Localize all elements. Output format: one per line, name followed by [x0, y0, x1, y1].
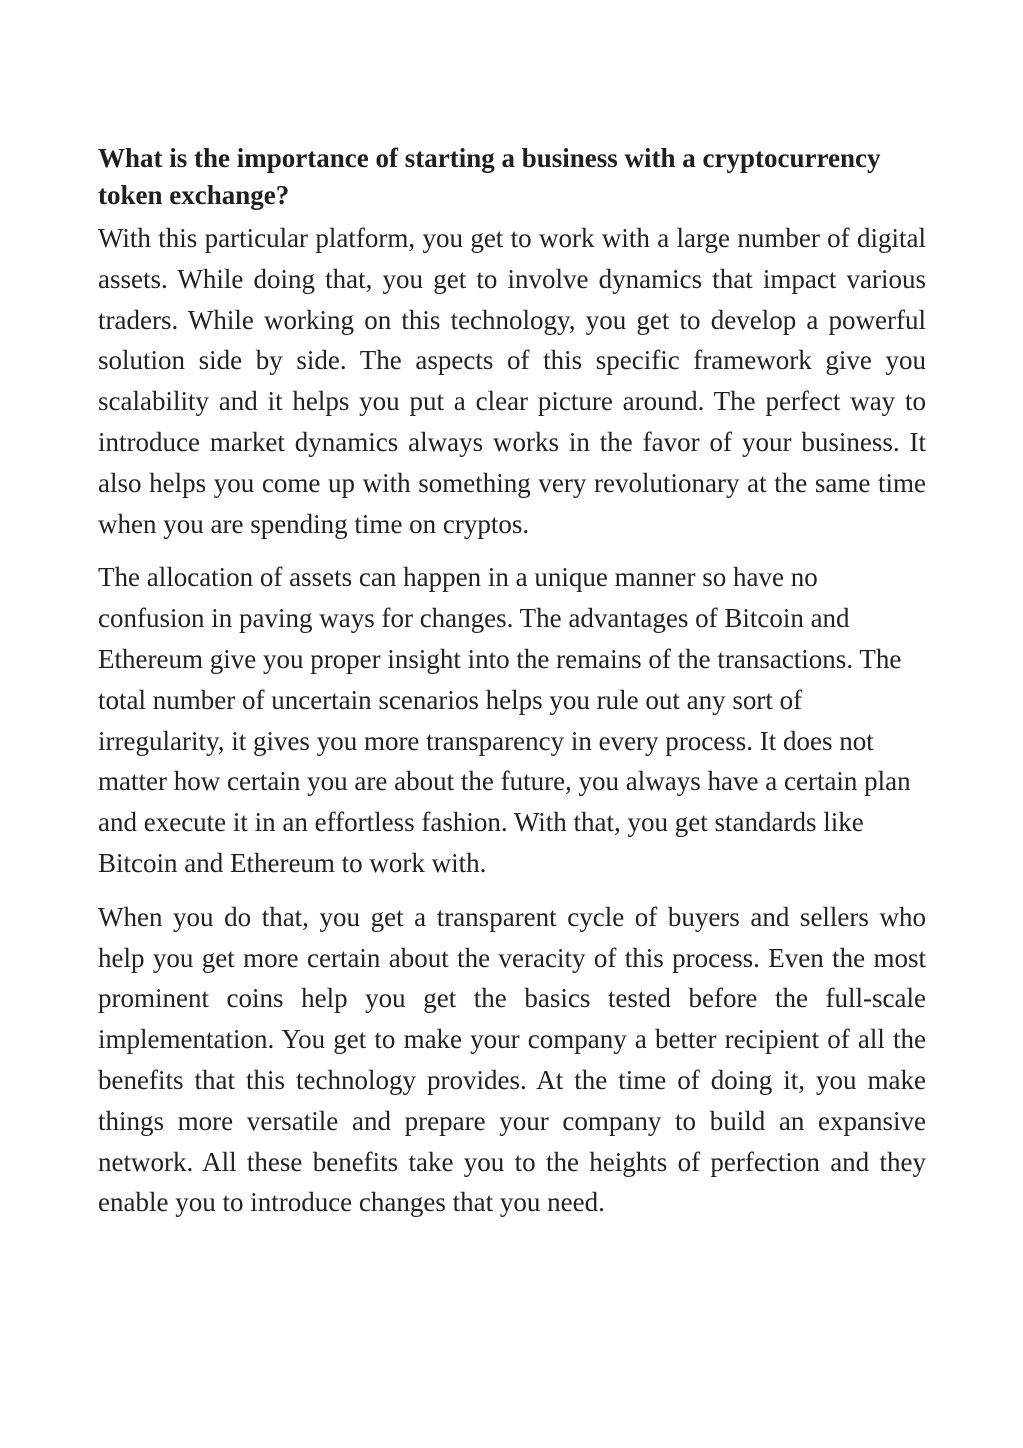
document-heading: What is the importance of starting a business with a cryptocurrency token exchange? — [98, 143, 881, 210]
paragraph-1: With this particular platform, you get to work with a large number of digital assets. While doing that, you get to involve dynamics that impact various traders. While working on this technology, you get to develop a powerful solution side by side. The aspects of this specific framework give you scalability and it helps you put a clear picture around. The perfect way to introduce market dynamics always works in the favor of your business. It also helps you come up with something very revolutionary at the same time when you are spending time on cryptos. — [98, 223, 926, 539]
paragraph-2: The allocation of assets can happen in a unique manner so have no confusion in paving ways for changes. The advantages of Bitcoin and Ethereum give you proper insight into the remains of the transactions. The total number of uncertain scenarios helps you rule out any sort of irregularity, it gives you more transparency in every process. It does not matter how certain you are about the future, you always have a certain plan and execute it in an effortless fashion. With that, you get standards like Bitcoin and Ethereum to work with. — [98, 562, 911, 878]
document-page — [98, 140, 926, 1236]
paragraph-3: When you do that, you get a transparent cycle of buyers and sellers who help you get more certain about the veracity of this process. Even the most prominent coins help you get the basics tested before the full-scale implementation. You get to make your company a better recipient of all the benefits that this technology provides. At the time of doing it, you make things more versatile and prepare your company to build an expansive network. All these benefits take you to the heights of perfection and they enable you to introduce changes that you need. — [98, 901, 926, 1218]
